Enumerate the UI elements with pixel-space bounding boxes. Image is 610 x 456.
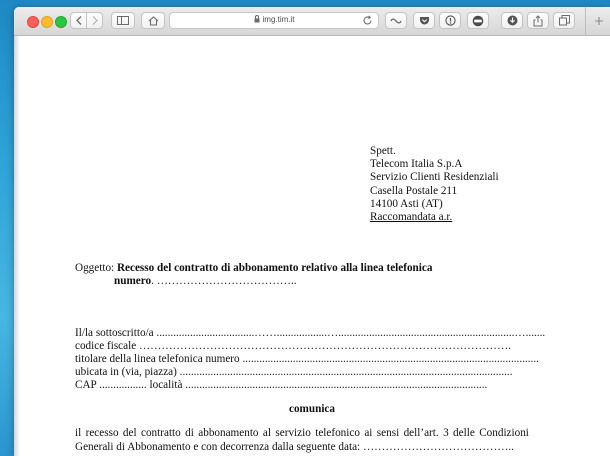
comunica-heading: comunica	[289, 403, 335, 415]
field-dots: ..........................................................................................................	[239, 353, 539, 365]
subject-number-label: numero	[114, 275, 152, 287]
subject-number-line	[114, 275, 297, 288]
body-line-2: Generali di Abbonamento e con decorrenza dalla seguente data: …………………………………..	[75, 441, 514, 453]
page-shadow	[14, 36, 20, 456]
download-icon	[507, 15, 518, 26]
maximize-window-button[interactable]	[55, 16, 67, 28]
recipient-line: 14100 Asti (AT)	[370, 197, 443, 210]
sidebar-icon	[117, 16, 129, 25]
share-button[interactable]	[527, 12, 549, 29]
info-button[interactable]	[439, 12, 461, 29]
field-dots: ................. località ............................................................................................................	[96, 379, 488, 391]
info-icon	[445, 15, 456, 26]
field-label: ubicata in (via, piazza)	[75, 366, 177, 378]
field-tax-code	[75, 340, 511, 353]
field-line-number	[75, 353, 539, 366]
recipient-line: Casella Postale 211	[370, 184, 458, 197]
plus-icon	[594, 16, 604, 26]
close-window-button[interactable]	[27, 16, 39, 28]
field-cap-locality	[75, 379, 487, 392]
pocket-icon	[419, 16, 430, 26]
pocket-button[interactable]	[413, 12, 435, 29]
sidebar-toggle-button[interactable]	[111, 12, 135, 29]
minimize-window-button[interactable]	[41, 16, 53, 28]
subject-line	[75, 262, 432, 275]
forward-button[interactable]	[86, 12, 103, 29]
link-icon	[390, 17, 402, 25]
subject-text: Recesso del contratto di abbonamento relativo alla linea telefonica	[116, 262, 433, 274]
tabs-overview-button[interactable]	[553, 12, 575, 29]
browser-window	[14, 7, 610, 456]
field-label: titolare della linea telefonica numero	[75, 353, 240, 365]
web-page	[14, 36, 610, 456]
address-bar[interactable]	[169, 12, 379, 29]
url-text: img.tim.it	[262, 15, 295, 24]
extension-button-1[interactable]	[385, 12, 407, 29]
recipient-line: Raccomandata a.r.	[370, 210, 453, 223]
field-dots: ……………………………………………………………………………………….	[136, 340, 511, 352]
tabs-icon	[559, 15, 570, 26]
subject-number-dots: . ………………………………..	[151, 275, 297, 287]
body-line-1: il recesso del contratto di abbonamento al servizio telefonico ai sensi dell’art. 3 delle Condizioni	[75, 427, 529, 439]
field-name	[75, 327, 545, 340]
browser-toolbar	[14, 7, 610, 36]
url-display	[170, 15, 378, 24]
home-icon	[148, 16, 159, 26]
field-label: CAP	[75, 379, 97, 391]
back-button[interactable]	[70, 12, 87, 29]
reload-icon[interactable]	[362, 15, 373, 26]
lock-icon	[254, 15, 260, 23]
field-address	[75, 366, 513, 379]
chevron-left-icon	[76, 16, 82, 25]
field-dots: ...................................……..................…...............................................................….......	[153, 327, 546, 339]
recipient-address	[370, 145, 499, 224]
field-label: codice fiscale	[75, 340, 137, 352]
home-button[interactable]	[141, 12, 165, 29]
subject-label: Oggetto:	[75, 262, 115, 274]
adblock-icon	[472, 15, 484, 27]
adblock-button[interactable]	[467, 12, 489, 29]
downloads-button[interactable]	[501, 12, 523, 29]
field-dots: .......................................................................................................................	[176, 366, 513, 378]
recipient-line: Telecom Italia S.p.A	[370, 158, 463, 171]
recipient-line: Servizio Clienti Residenziali	[370, 171, 499, 184]
chevron-right-icon	[92, 16, 98, 25]
share-icon	[533, 15, 543, 27]
field-label: Il/la sottoscritto/a	[75, 327, 154, 339]
recipient-line: Spett.	[370, 145, 396, 157]
new-tab-button[interactable]	[585, 7, 610, 35]
